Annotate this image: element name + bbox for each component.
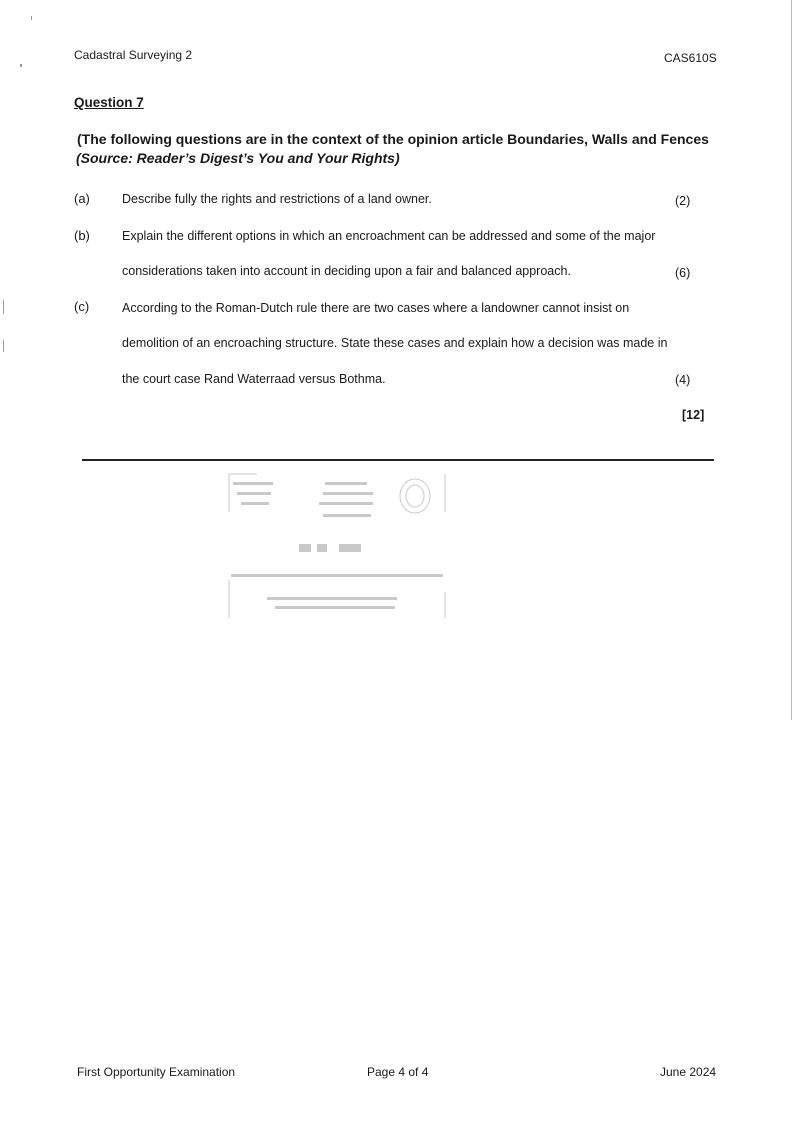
scan-mark — [3, 300, 4, 314]
scan-mark — [3, 340, 4, 352]
scan-edge — [791, 0, 792, 720]
end-rule — [82, 459, 714, 461]
item-text-b-line-2: considerations taken into account in deciding upon a fair and balanced approach. — [122, 264, 571, 278]
course-code: CAS610S — [664, 51, 717, 65]
faded-stamp — [227, 472, 447, 620]
question-title: Question 7 — [74, 95, 144, 110]
item-label-b: (b) — [74, 228, 90, 243]
question-context — [77, 130, 727, 168]
item-text-a-line-1: Describe fully the rights and restrictions of a land owner. — [122, 192, 432, 206]
item-label-a: (a) — [74, 191, 90, 206]
course-name: Cadastral Surveying 2 — [74, 48, 193, 62]
footer-page: Page 4 of 4 — [367, 1065, 429, 1079]
item-marks-a: (2) — [675, 194, 691, 208]
scan-mark — [20, 64, 22, 67]
question-total: [12] — [682, 408, 705, 422]
item-marks-b: (6) — [675, 266, 691, 280]
item-text-c-line-1: According to the Roman-Dutch rule there are two cases where a landowner cannot insist on — [122, 301, 630, 315]
scan-mark — [31, 16, 32, 20]
footer-date: June 2024 — [660, 1065, 717, 1079]
item-text-b-line-1: Explain the different options in which an encroachment can be addressed and some of the major — [122, 229, 656, 243]
context-source: (Source: Reader’s Digest’s You and Your Rights) — [76, 150, 400, 166]
footer-exam: First Opportunity Examination — [77, 1065, 236, 1079]
item-marks-c: (4) — [675, 373, 691, 387]
item-text-c-line-2: demolition of an encroaching structure. State these cases and explain how a decision was made in — [122, 336, 668, 350]
item-label-c: (c) — [74, 299, 90, 314]
item-text-c-line-3: the court case Rand Waterraad versus Bothma. — [122, 372, 386, 386]
context-line: (The following questions are in the context of the opinion article Boundaries, Walls and Fences — [77, 131, 709, 147]
